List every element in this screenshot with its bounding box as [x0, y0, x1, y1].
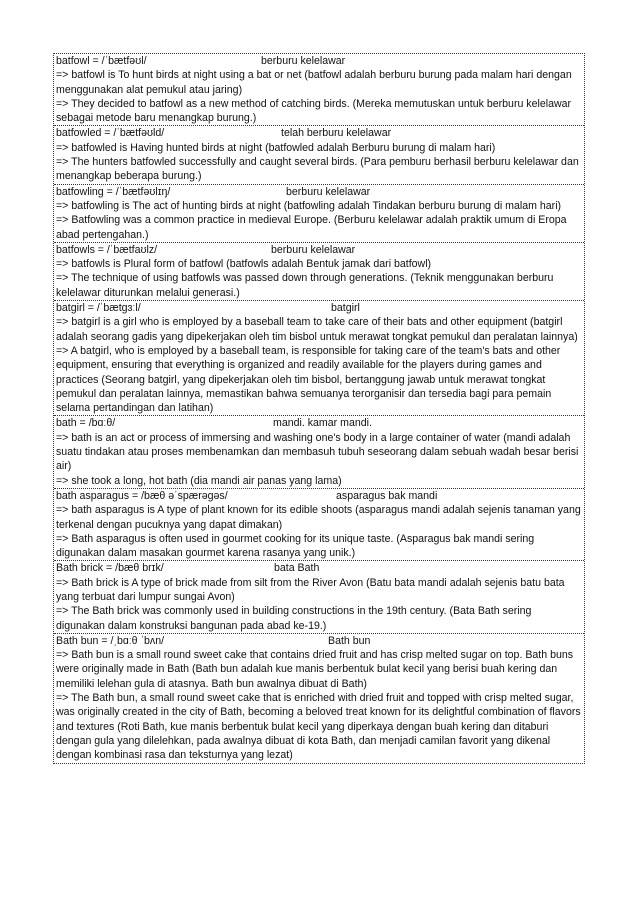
headword-pronunciation: batfowls = /ˈbætfaʊlz/: [56, 243, 158, 256]
definition-line: => batfowling is The act of hunting birds at night (batfowling adalah Tindakan berburu burung di malam hari): [56, 199, 562, 212]
meaning-translation: asparagus bak mandi: [336, 489, 438, 502]
meaning-translation: mandi. kamar mandi.: [273, 417, 372, 430]
definition-line: => Bath bun is a small round sweet cake that contains dried fruit and has crisp melted sugar on top. Bath buns were originally made in Bath (Bath bun adalah kue manis berbentuk bulat kecil yang berisi buah kering dan memiliki lelehan gula di atasnya. Bath bun awalnya dibuat di Bath): [56, 649, 574, 690]
dictionary-entry: [54, 54, 584, 126]
headword-pronunciation: batgirl = /ˈbætgɜːl/: [56, 302, 141, 315]
dictionary-entry: [54, 489, 584, 561]
definition-line: => batgirl is a girl who is employed by a baseball team to take care of their bats and other equipment (batgirl adalah seorang gadis yang dipekerjakan oleh tim bisbol untuk merawat tongkat pemukul dan peralatan lainnya): [56, 316, 578, 343]
headword-pronunciation: batfowled = /ˈbætfəʊld/: [56, 127, 165, 140]
example-sentence: => Batfowling was a common practice in medieval Europe. (Berburu kelelawar adalah praktik umum di Eropa abad pertengahan.): [56, 214, 567, 241]
entry-header: [56, 126, 582, 140]
meaning-translation: berburu kelelawar: [286, 185, 371, 198]
meaning-translation: Bath bun: [328, 634, 371, 647]
meaning-translation: berburu kelelawar: [271, 243, 356, 256]
headword-pronunciation: bath asparagus = /bæθ əˈspærəgəs/: [56, 489, 228, 502]
entry-header: [56, 634, 582, 648]
headword-pronunciation: batfowling = /ˈbætfəʊlɪŋ/: [56, 185, 171, 198]
example-sentence: => A batgirl, who is employed by a baseball team, is responsible for taking care of the team's bats and other equipment, ensuring that everything is organized and readily available for the players during games and practices (Seorang batgirl, yang dipekerjakan oleh tim bisbol, bertanggung jawab untuk merawat tongkat pemukul dan peralatan lainnya, memastikan bahwa semuanya terorganisir dan tersedia bagi para pemain selama pertandingan dan latihan): [56, 344, 561, 415]
definition-line: => batfowled is Having hunted birds at night (batfowled adalah Berburu burung di malam hari): [56, 141, 496, 154]
meaning-translation: bata Bath: [274, 562, 320, 575]
definition-line: => Bath brick is A type of brick made from silt from the River Avon (Batu bata mandi adalah sejenis batu bata yang terbuat dari lumpur sungai Avon): [56, 576, 565, 603]
example-sentence: => The Bath brick was commonly used in building constructions in the 19th century. (Bata Bath sering digunakan dalam konstruksi bangunan pada abad ke-19.): [56, 605, 532, 632]
entry-header: [56, 54, 582, 68]
meaning-translation: telah berburu kelelawar: [281, 127, 392, 140]
entry-header: [56, 561, 582, 575]
example-sentence: => The Bath bun, a small round sweet cake that is enriched with dried fruit and topped with crisp melted sugar, was originally created in the city of Bath, becoming a beloved treat known for its delightful combination of flavors and textures (Roti Bath, kue manis berbentuk bulat kecil yang diperkaya dengan buah kering dan ditaburi dengan gula yang dilelehkan, pada awalnya dibuat di kota Bath, dan menjadi camilan favorit yang dikenal dengan kombinasi rasa dan teksturnya yang lezat): [56, 692, 581, 762]
example-sentence: => she took a long, hot bath (dia mandi air panas yang lama): [56, 474, 342, 487]
definition-line: => bath asparagus is A type of plant known for its edible shoots (asparagus mandi adalah sejenis tanaman yang terkenal dengan pucuknya yang dapat dimakan): [56, 504, 581, 531]
meaning-translation: berburu kelelawar: [261, 55, 346, 67]
dictionary-entry: [54, 634, 584, 763]
dictionary-entry: [54, 561, 584, 633]
headword-pronunciation: batfowl = /ˈbætfəʊl/: [56, 55, 147, 67]
example-sentence: => The technique of using batfowls was passed down through generations. (Teknik menggunakan berburu kelelawar diturunkan melalui generasi.): [56, 272, 554, 299]
headword-pronunciation: Bath bun = /ˌbɑːθ ˈbʌn/: [56, 634, 165, 647]
entry-header: [56, 243, 582, 257]
entry-header: [56, 185, 582, 199]
example-sentence: => Bath asparagus is often used in gourmet cooking for its unique taste. (Asparagus bak mandi sering digunakan dalam masakan gourmet karena rasanya yang unik.): [56, 532, 535, 560]
definition-line: => batfowl is To hunt birds at night using a bat or net (batfowl adalah berburu burung pada malam hari dengan menggunakan alat pemukul atau jaring): [56, 69, 572, 96]
dictionary-entry: [54, 243, 584, 301]
dictionary-entry: [54, 301, 584, 416]
definition-line: => bath is an act or process of immersing and washing one's body in a large container of water (mandi adalah suatu tindakan atau proses membenamkan dan membasuh tubuh seseorang dalam sebuah wadah besar berisi air): [56, 431, 579, 473]
entry-header: [56, 301, 582, 315]
headword-pronunciation: Bath brick = /bæθ brɪk/: [56, 562, 164, 575]
definition-line: => batfowls is Plural form of batfowl (batfowls adalah Bentuk jamak dari batfowl): [56, 258, 432, 271]
meaning-translation: batgirl: [331, 302, 360, 315]
dictionary-entry: [54, 416, 584, 488]
dictionary-entry: [54, 185, 584, 243]
dictionary-document: [53, 53, 585, 764]
dictionary-entry: [54, 126, 584, 184]
example-sentence: => The hunters batfowled successfully and caught several birds. (Para pemburu berhasil berburu kelelawar dan menangkap beberapa burung.): [56, 156, 579, 183]
example-sentence: => They decided to batfowl as a new method of catching birds. (Mereka memutuskan untuk berburu kelelawar sebagai metode baru menangkap burung.): [56, 97, 572, 125]
entry-header: [56, 416, 582, 430]
entry-header: [56, 489, 582, 503]
headword-pronunciation: bath = /bɑːθ/: [56, 417, 116, 430]
